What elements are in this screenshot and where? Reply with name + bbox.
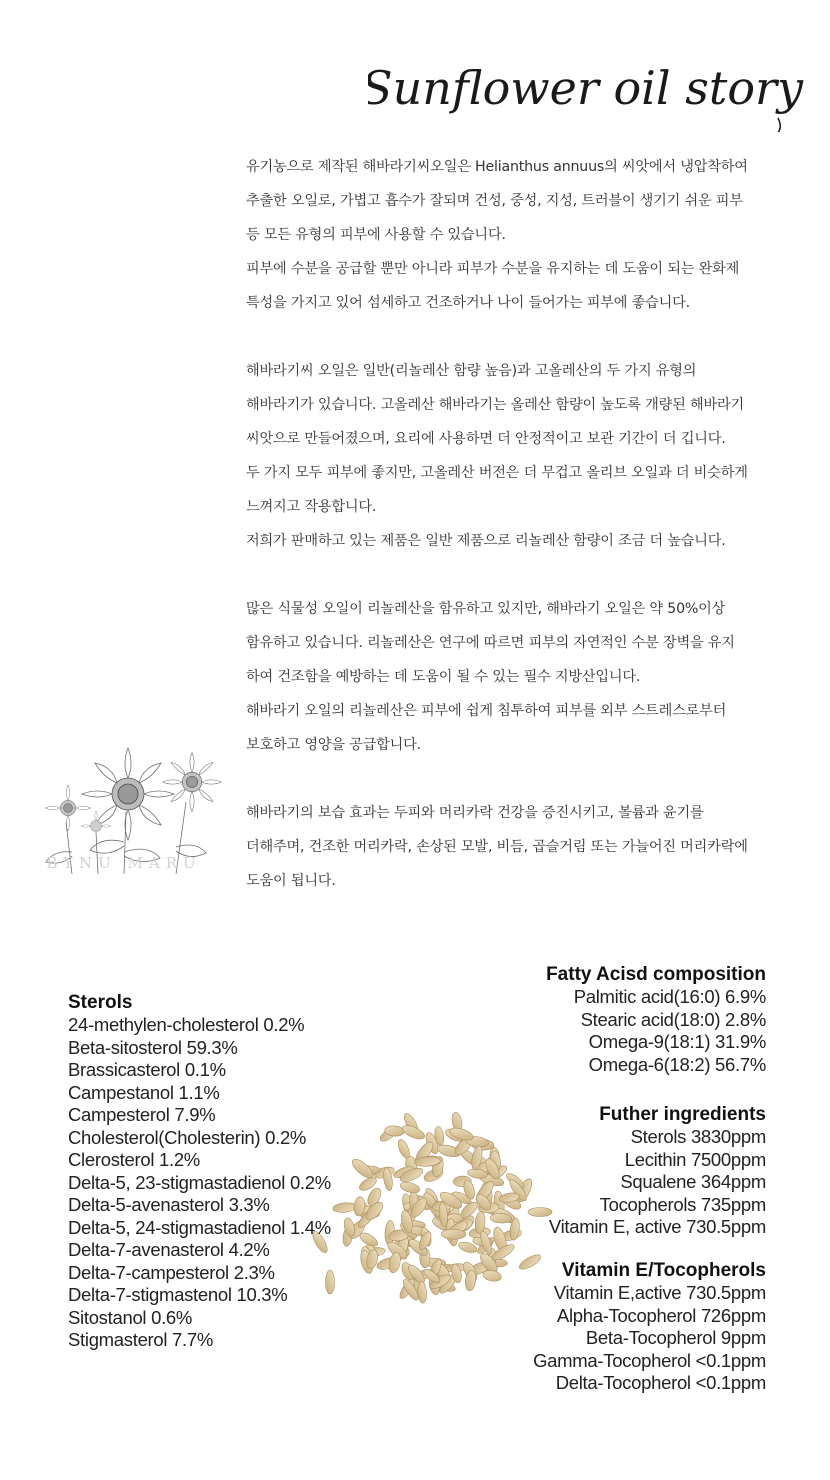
sterol-item: Brassicasterol 0.1%: [68, 1059, 226, 1080]
story-line: 저희가 판매하고 있는 제품은 일반 제품으로 리놀레산 함량이 조금 더 높습니다.: [246, 533, 726, 549]
story-line: 도움이 됩니다.: [246, 873, 336, 889]
fatty-acid-item: Omega-6(18:2) 56.7%: [588, 1053, 766, 1075]
fatty-acid-list: [546, 964, 766, 1076]
sterol-item: Delta-5, 24-stigmastadienol 1.4%: [68, 1216, 331, 1238]
vitamin-e-item: Beta-Tocopherol 9ppm: [585, 1327, 766, 1348]
story-paragraph-2: [246, 354, 811, 558]
vitamin-e-heading: Vitamin E/Tocopherols: [561, 1260, 766, 1281]
title-flourish: [774, 118, 780, 132]
vitamin-e-item: Vitamin E,active 730.5ppm: [553, 1282, 766, 1303]
story-text: [246, 150, 811, 932]
further-ingredients-heading: Futher ingredients: [599, 1104, 766, 1125]
further-ingredient-item: Sterols 3830ppm: [630, 1126, 766, 1147]
sterol-item: Delta-5, 23-stigmastadienol 0.2%: [68, 1171, 331, 1193]
story-line: 많은 식물성 오일이 리놀레산을 함유하고 있지만, 해바라기 오일은 약 50%이상: [246, 601, 726, 617]
page-title-text: Sunflower oil story: [368, 61, 803, 115]
vitamin-e-list: [533, 1260, 766, 1395]
story-line: 해바라기의 보습 효과는 두피와 머리카락 건강을 증진시키고, 볼륨과 윤기를: [246, 805, 704, 821]
story-line: 두 가지 모두 피부에 좋지만, 고올레산 버전은 더 무겁고 올리브 오일과 더 비슷하게: [246, 465, 748, 481]
sterol-item: Cholesterol(Cholesterin) 0.2%: [68, 1126, 307, 1148]
fatty-acid-item: Omega-9(18:1) 31.9%: [588, 1031, 766, 1052]
story-line: 씨앗으로 만들어졌으며, 요리에 사용하면 더 안정적이고 보관 기간이 더 깁니다.: [246, 431, 726, 447]
sterol-item: Campestanol 1.1%: [68, 1081, 220, 1103]
story-line: 더해주며, 건조한 머리카락, 손상된 모발, 비듬, 곱슬거림 또는 가늘어진 머리카락에: [246, 839, 748, 855]
further-ingredient-item: Squalene 364ppm: [620, 1171, 766, 1192]
sunflower-seed: [332, 1202, 356, 1214]
sterol-item: Delta-7-avenasterol 4.2%: [68, 1239, 270, 1260]
sunflower-seed: [441, 1229, 466, 1239]
story-line: 등 모든 유형의 피부에 사용할 수 있습니다.: [246, 227, 506, 243]
story-line: 함유하고 있습니다. 리놀레산은 연구에 따르면 피부의 자연적인 수분 장벽을 유지: [246, 635, 735, 651]
sterol-item: Campesterol 7.9%: [68, 1104, 216, 1125]
story-paragraph-4: [246, 796, 811, 898]
vitamin-e-item: Alpha-Tocopherol 726ppm: [556, 1304, 766, 1326]
story-line: 추출한 오일로, 가볍고 흡수가 잘되며 건성, 중성, 지성, 트러블이 생기기 쉬운 피부: [246, 193, 743, 209]
page-title: [368, 52, 808, 132]
sunflower-seeds-image: [300, 1092, 560, 1322]
vitamin-e-item: Gamma-Tocopherol <0.1ppm: [533, 1349, 766, 1371]
sterol-item: 24-methylen-cholesterol 0.2%: [68, 1014, 305, 1035]
sterol-item: Stigmasterol 7.7%: [68, 1329, 214, 1350]
sterols-list: [68, 992, 331, 1352]
story-line: 보호하고 영양을 공급합니다.: [246, 737, 421, 753]
sunflower-seed: [417, 1281, 427, 1303]
story-line: 특성을 가지고 있어 섬세하고 건조하거나 나이 들어가는 피부에 좋습니다.: [246, 295, 690, 311]
fatty-acid-heading: Fatty Acisd composition: [546, 964, 766, 985]
story-line: 해바라기씨 오일은 일반(리놀레산 함량 높음)과 고올레산의 두 가지 유형의: [246, 363, 697, 379]
fatty-acid-item: Palmitic acid(16:0) 6.9%: [573, 986, 766, 1007]
sterol-item: Clerosterol 1.2%: [68, 1149, 200, 1170]
story-line: 하여 건조함을 예방하는 데 도움이 될 수 있는 필수 지방산입니다.: [246, 669, 641, 685]
sterols-heading: Sterols: [68, 992, 133, 1013]
further-ingredients-list: [549, 1104, 766, 1239]
further-ingredient-item: Lecithin 7500ppm: [624, 1148, 766, 1170]
story-line: 느껴지고 작용합니다.: [246, 499, 377, 515]
sterol-item: Delta-7-stigmastenol 10.3%: [68, 1284, 288, 1305]
story-line: 해바라기가 있습니다. 고올레산 해바라기는 올레산 함량이 높도록 개량된 해바라기: [246, 397, 744, 413]
illustration-watermark: BYNU MARU: [46, 854, 202, 872]
further-ingredient-item: Tocopherols 735ppm: [599, 1193, 766, 1215]
vitamin-e-item: Delta-Tocopherol <0.1ppm: [555, 1372, 766, 1393]
sterol-item: Delta-7-campesterol 2.3%: [68, 1261, 275, 1283]
story-line: 해바라기 오일의 리놀레산은 피부에 쉽게 침투하여 피부를 외부 스트레스로부터: [246, 703, 727, 719]
sterol-item: Beta-sitosterol 59.3%: [68, 1036, 238, 1058]
sunflower-sketch-illustration: [26, 742, 222, 874]
further-ingredient-item: Vitamin E, active 730.5ppm: [548, 1216, 766, 1237]
story-line: 피부에 수분을 공급할 뿐만 아니라 피부가 수분을 유지하는 데 도움이 되는 완화제: [246, 261, 740, 277]
story-paragraph-3: [246, 592, 811, 762]
sterol-item: Sitostanol 0.6%: [68, 1306, 193, 1328]
sunflower-seed: [399, 1180, 421, 1195]
story-paragraph-1: [246, 150, 811, 320]
sterol-item: Delta-5-avenasterol 3.3%: [68, 1194, 270, 1215]
fatty-acid-item: Stearic acid(18:0) 2.8%: [580, 1008, 766, 1030]
story-line: 유기농으로 제작된 해바라기씨오일은 Helianthus annuus의 씨앗에서 냉압착하여: [246, 159, 748, 175]
